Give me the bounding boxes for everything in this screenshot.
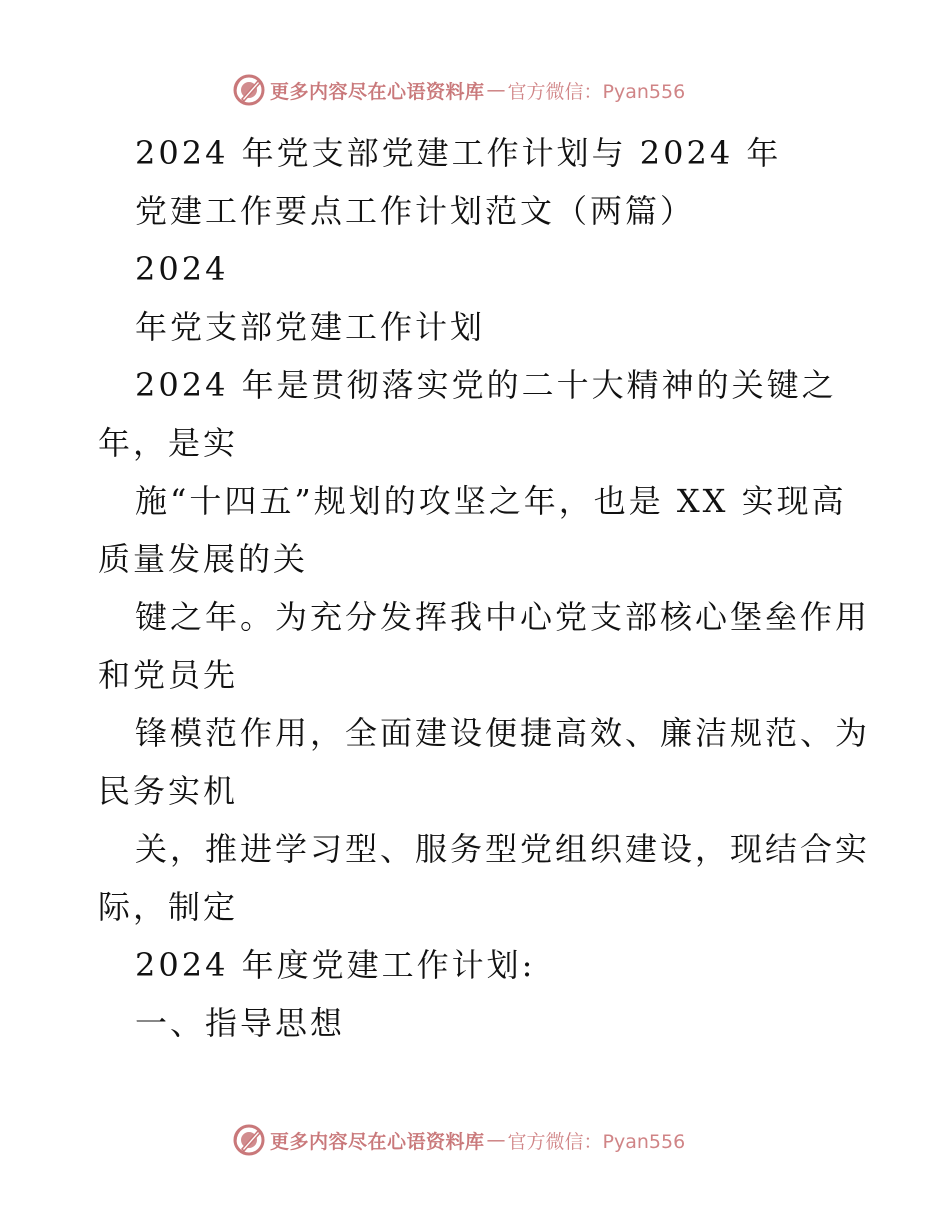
document-title-line-2: 党建工作要点工作计划范文（两篇） bbox=[135, 192, 696, 230]
section-heading-1: 一、指导思想 bbox=[135, 1004, 346, 1042]
paragraph-line: 年，是实 bbox=[98, 424, 239, 462]
document-body bbox=[98, 124, 871, 1052]
watermark-separator: — bbox=[486, 1129, 506, 1151]
seal-logo-icon bbox=[232, 1123, 266, 1157]
paragraph-line: 键之年。为充分发挥我中心党支部核心堡垒作用 bbox=[135, 598, 871, 636]
heading-year: 2024 bbox=[135, 250, 229, 288]
seal-logo-icon bbox=[232, 73, 266, 107]
paragraph-line: 施“十四五”规划的攻坚之年，也是 XX 实现高 bbox=[135, 482, 847, 520]
document-title-line-1: 2024 年党支部党建工作计划与 2024 年 bbox=[135, 134, 782, 172]
header-watermark bbox=[232, 72, 685, 108]
paragraph-line: 2024 年是贯彻落实党的二十大精神的关键之 bbox=[135, 366, 837, 404]
paragraph-line: 际，制定 bbox=[98, 888, 239, 926]
watermark-contact: 官方微信：Pyan556 bbox=[507, 80, 686, 103]
paragraph-line: 2024 年度党建工作计划: bbox=[135, 946, 536, 984]
heading-text: 年党支部党建工作计划 bbox=[135, 308, 486, 346]
paragraph-line: 锋模范作用，全面建设便捷高效、廉洁规范、为 bbox=[135, 714, 871, 752]
footer-watermark bbox=[232, 1122, 685, 1158]
paragraph-line: 质量发展的关 bbox=[98, 540, 309, 578]
watermark-separator: — bbox=[486, 79, 506, 101]
paragraph-line: 民务实机 bbox=[98, 772, 239, 810]
watermark-brand: 更多内容尽在心语资料库 bbox=[270, 80, 485, 103]
paragraph-line: 关，推进学习型、服务型党组织建设，现结合实 bbox=[135, 830, 871, 868]
paragraph-line: 和党员先 bbox=[98, 656, 239, 694]
watermark-brand: 更多内容尽在心语资料库 bbox=[270, 1130, 485, 1153]
watermark-contact: 官方微信：Pyan556 bbox=[507, 1130, 686, 1153]
